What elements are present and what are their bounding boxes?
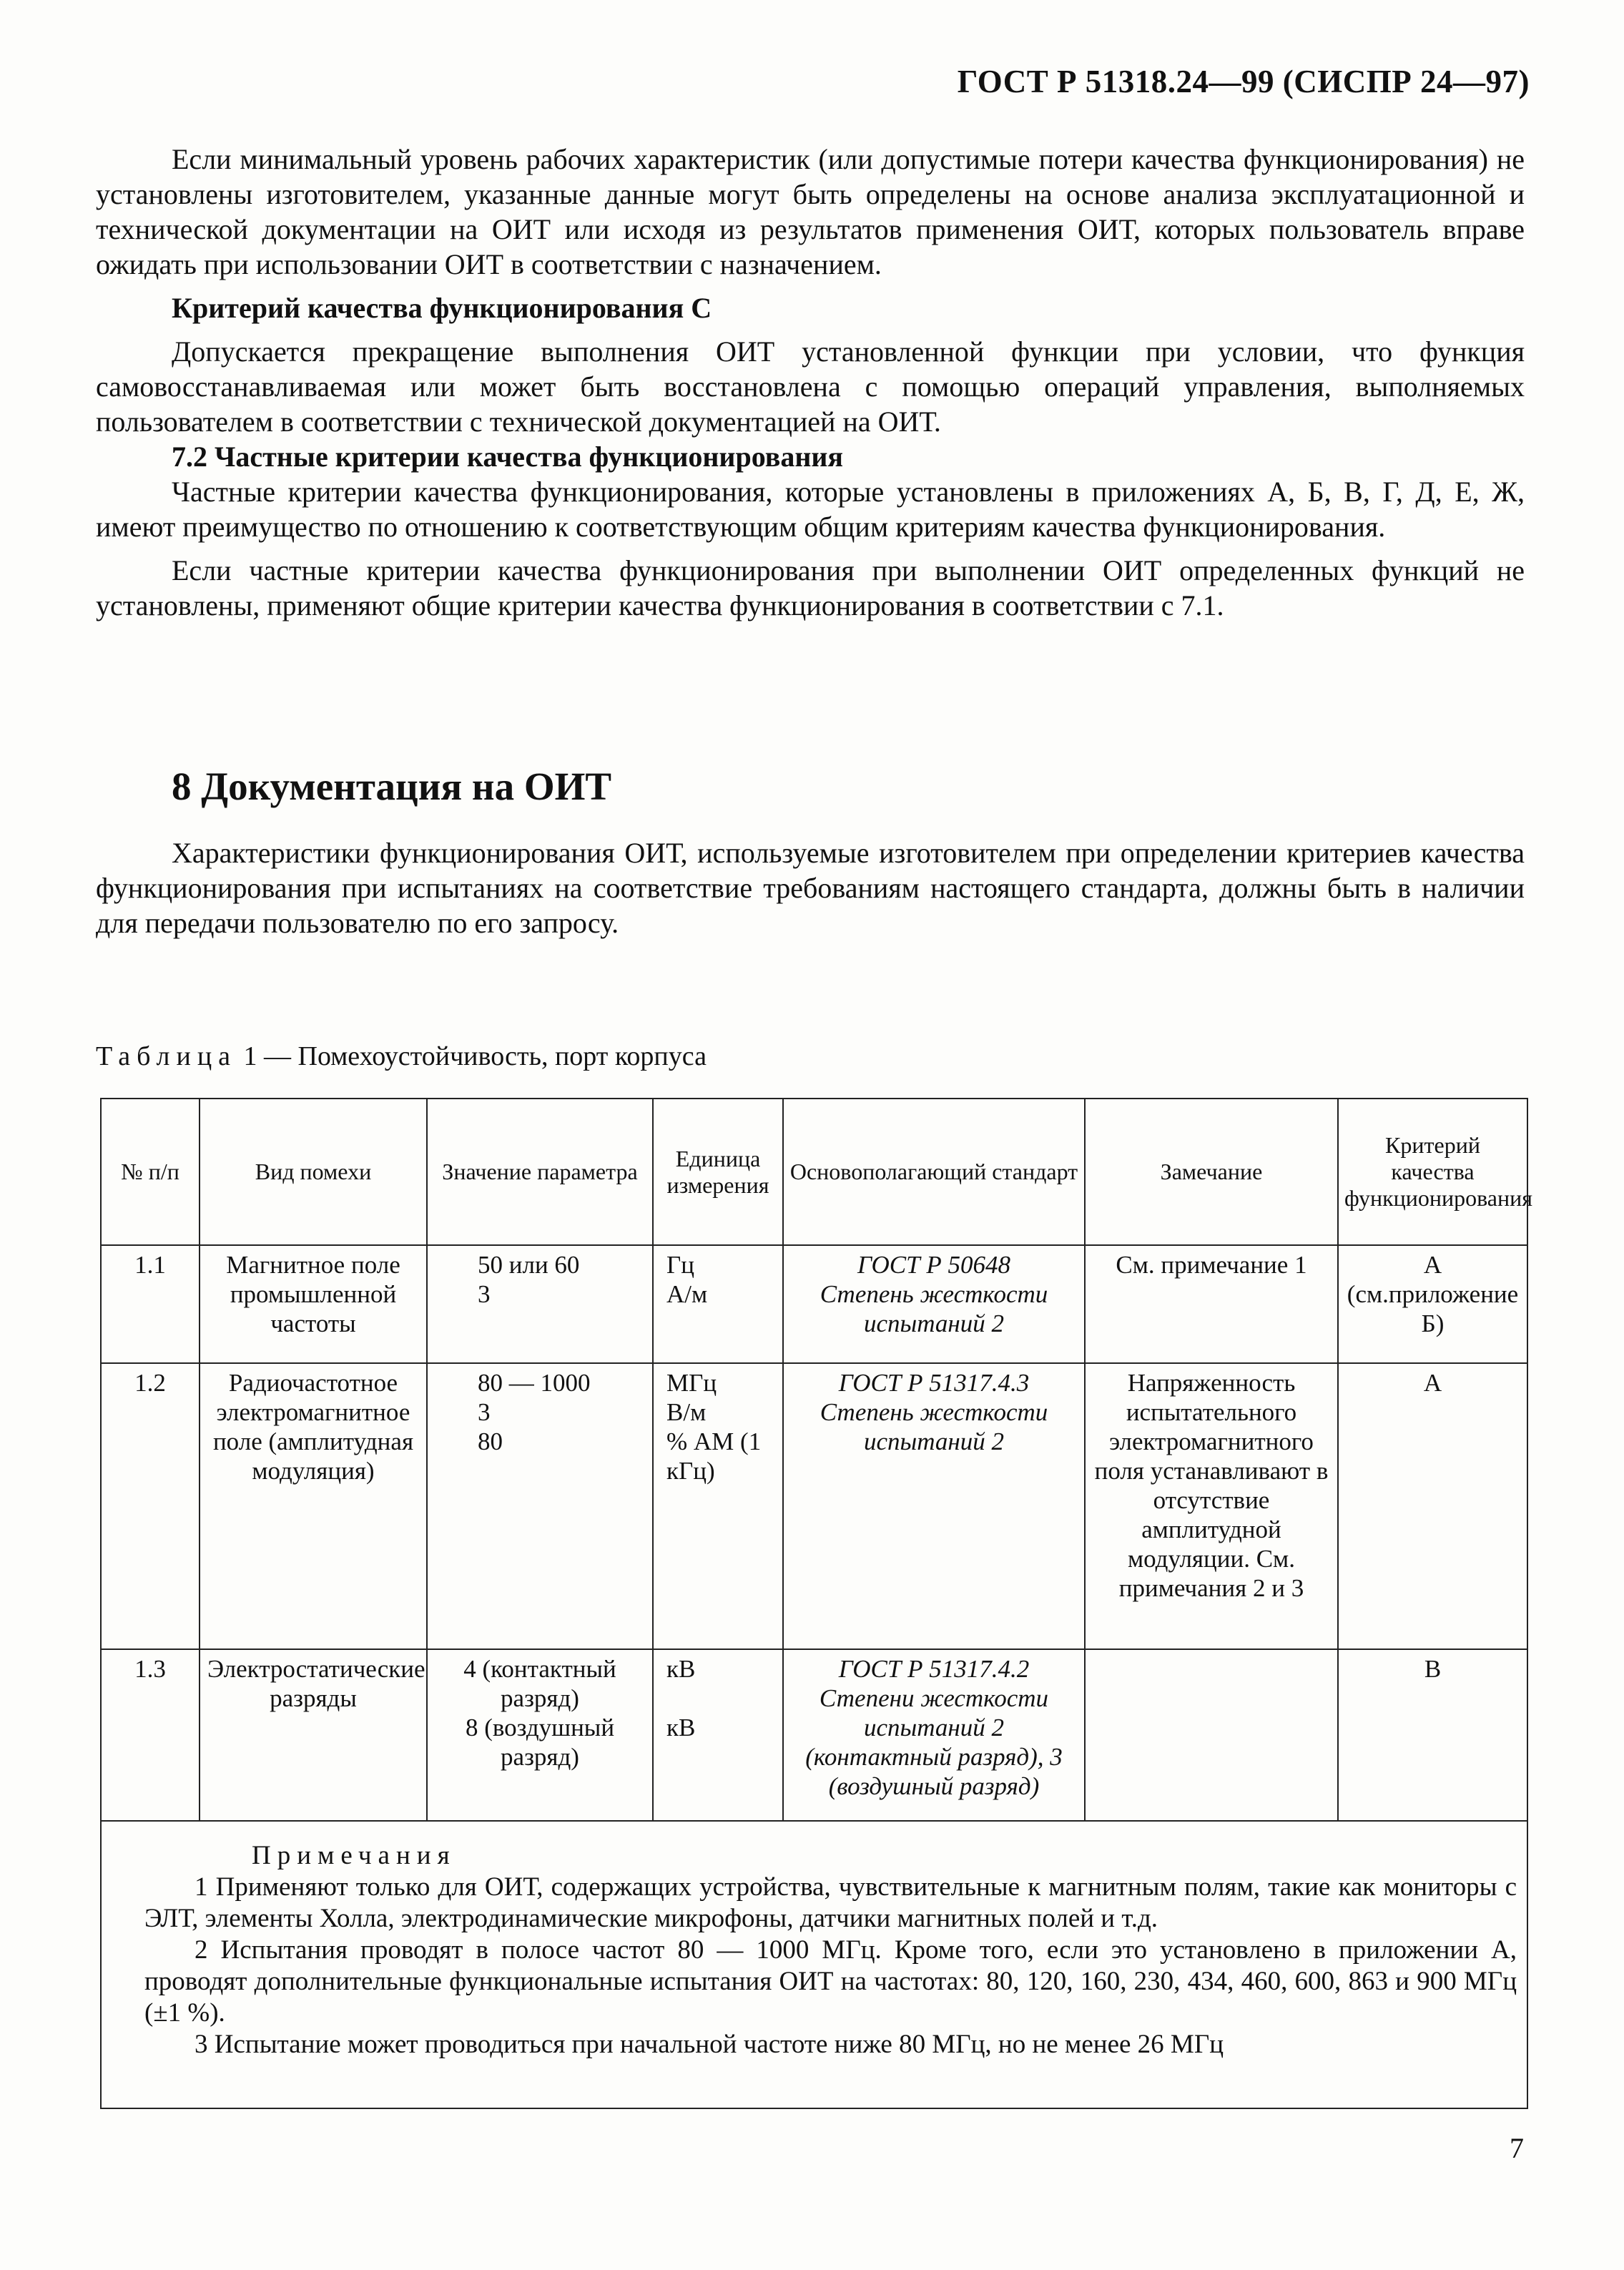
table-caption [96, 1041, 707, 1072]
table-row [101, 1649, 1527, 1821]
table-caption-word: Таблица [96, 1041, 237, 1071]
row-value-line: 80 — 1000 [478, 1369, 591, 1397]
row-kind: Радиочастотное электромагнитное поле (амплитудная модуляция) [200, 1363, 427, 1649]
row-unit-line: кВ [666, 1714, 696, 1741]
table-row [101, 1363, 1527, 1649]
row-standard-line: ГОСТ Р 51317.4.3 [838, 1369, 1030, 1397]
header-remark: Замечание [1085, 1099, 1338, 1245]
row-num: 1.3 [101, 1649, 200, 1821]
row-standard [783, 1245, 1085, 1363]
header-criterion: Критерий качества функционирования [1338, 1099, 1527, 1245]
row-value-line: 8 (воздушный разряд) [465, 1714, 615, 1771]
row-value-line: 3 [478, 1398, 491, 1426]
row-value-line: 50 или 60 [478, 1251, 580, 1279]
row-unit [653, 1649, 783, 1821]
row-standard-line: Степень жесткости испытаний 2 [820, 1280, 1048, 1337]
row-unit-line: В/м [666, 1398, 707, 1426]
header-kind: Вид помехи [200, 1099, 427, 1245]
immunity-table [100, 1098, 1532, 2109]
row-standard [783, 1649, 1085, 1821]
criterion-c-heading: Критерий качества функционирования С [172, 292, 712, 324]
row-value-line: 4 (контактный разряд) [463, 1655, 616, 1712]
row-value-line: 3 [478, 1280, 491, 1308]
intro-block [96, 142, 1525, 623]
section-8-block [96, 835, 1525, 940]
header-standard: Основополагающий стандарт [783, 1099, 1085, 1245]
row-num: 1.1 [101, 1245, 200, 1363]
criterion-c-text: Допускается прекращение выполнения ОИТ установленной функции при условии, что функция самовосстанавливаемая или может быть восстановлена с помощью операций управления, выполняемых пользователем в соответствии с технической документацией на ОИТ. [96, 335, 1525, 438]
row-unit-line: % АМ (1 кГц) [666, 1428, 762, 1485]
row-num: 1.2 [101, 1363, 200, 1649]
standard-header: ГОСТ Р 51318.24—99 (СИСПР 24—97) [957, 64, 1530, 99]
row-remark [1085, 1649, 1338, 1821]
row-standard-line: Степени жесткости испытаний 2 (контактный разряд), 3 (воздушный разряд) [805, 1684, 1063, 1800]
row-remark: См. примечание 1 [1085, 1245, 1338, 1363]
row-unit [653, 1245, 783, 1363]
row-value [427, 1649, 653, 1821]
table-caption-rest: 1 — Помехоустойчивость, порт корпуса [243, 1041, 707, 1071]
subsection-7-2-text-2: Если частные критерии качества функционирования при выполнении ОИТ определенных функций не установлены, применяют общие критерии качества функционирования в соответствии с 7.1. [96, 554, 1525, 621]
note-1: 1 Применяют только для ОИТ, содержащих устройства, чувствительные к магнитным полям, такие как мониторы с ЭЛТ, элементы Холла, электродинамические микрофоны, датчики магнитных полей и т.д. [144, 1872, 1517, 1933]
row-value-line: 80 [478, 1428, 503, 1455]
note-2: 2 Испытания проводят в полосе частот 80 — 1000 МГц. Кроме того, если это установлено в приложении А, проводят дополнительные функциональные испытания ОИТ на частотах: 80, 120, 160, 230, 434, 460, 600, 863 и 900 МГц (±1 %). [144, 1935, 1517, 2028]
row-kind: Магнитное поле промышленной частоты [200, 1245, 427, 1363]
row-unit-line: кВ [666, 1655, 696, 1683]
row-unit-line: А/м [666, 1280, 708, 1308]
subsection-7-2-heading: 7.2 Частные критерии качества функционирования [172, 441, 844, 473]
header-unit: Единица измерения [653, 1099, 783, 1245]
row-criterion: В [1338, 1649, 1527, 1821]
row-remark: Напряженность испытательного электромагнитного поля устанавливают в отсутствие амплитудной модуляции. См. примечания 2 и 3 [1085, 1363, 1338, 1649]
row-standard-line: ГОСТ Р 50648 [857, 1251, 1010, 1279]
subsection-7-2-text-1: Частные критерии качества функционирования, которые установлены в приложениях А, Б, В, Г, Д, Е, Ж, имеют преимущество по отношению к соответствующим общим критериям качества функционирования. [96, 476, 1525, 543]
row-unit [653, 1363, 783, 1649]
row-criterion: А (см.приложение Б) [1338, 1245, 1527, 1363]
header-num: № п/п [101, 1099, 200, 1245]
row-value [427, 1245, 653, 1363]
note-3: 3 Испытание может проводиться при начальной частоте ниже 80 МГц, но не менее 26 МГц [195, 2030, 1224, 2059]
row-unit-line: МГц [666, 1369, 717, 1397]
notes-title: Примечания [252, 1841, 456, 1870]
table-header-row [101, 1099, 1527, 1245]
table-notes [101, 1821, 1527, 2108]
section-8-text: Характеристики функционирования ОИТ, используемые изготовителем при определении критериев качества функционирования при испытаниях на соответствие требованиям настоящего стандарта, должны быть в наличии для передачи пользователю по его запросу. [96, 837, 1525, 939]
page-number: 7 [1510, 2132, 1524, 2164]
row-criterion: А [1338, 1363, 1527, 1649]
row-kind: Электростатические разряды [200, 1649, 427, 1821]
row-value [427, 1363, 653, 1649]
row-standard-line: Степень жесткости испытаний 2 [820, 1398, 1048, 1455]
section-8-title: 8 Документация на ОИТ [172, 765, 612, 808]
table-notes-row [101, 1821, 1527, 2108]
header-value: Значение параметра [427, 1099, 653, 1245]
table-row [101, 1245, 1527, 1363]
row-standard-line: ГОСТ Р 51317.4.2 [838, 1655, 1030, 1683]
row-unit-line: Гц [666, 1251, 694, 1279]
intro-paragraph: Если минимальный уровень рабочих характеристик (или допустимые потери качества функционирования) не установлены изготовителем, указанные данные могут быть определены на основе анализа эксплуатационной и технической документации на ОИТ или исходя из результатов применения ОИТ, которых пользователь вправе ожидать при использовании ОИТ в соответствии с назначением. [96, 143, 1525, 280]
row-standard [783, 1363, 1085, 1649]
